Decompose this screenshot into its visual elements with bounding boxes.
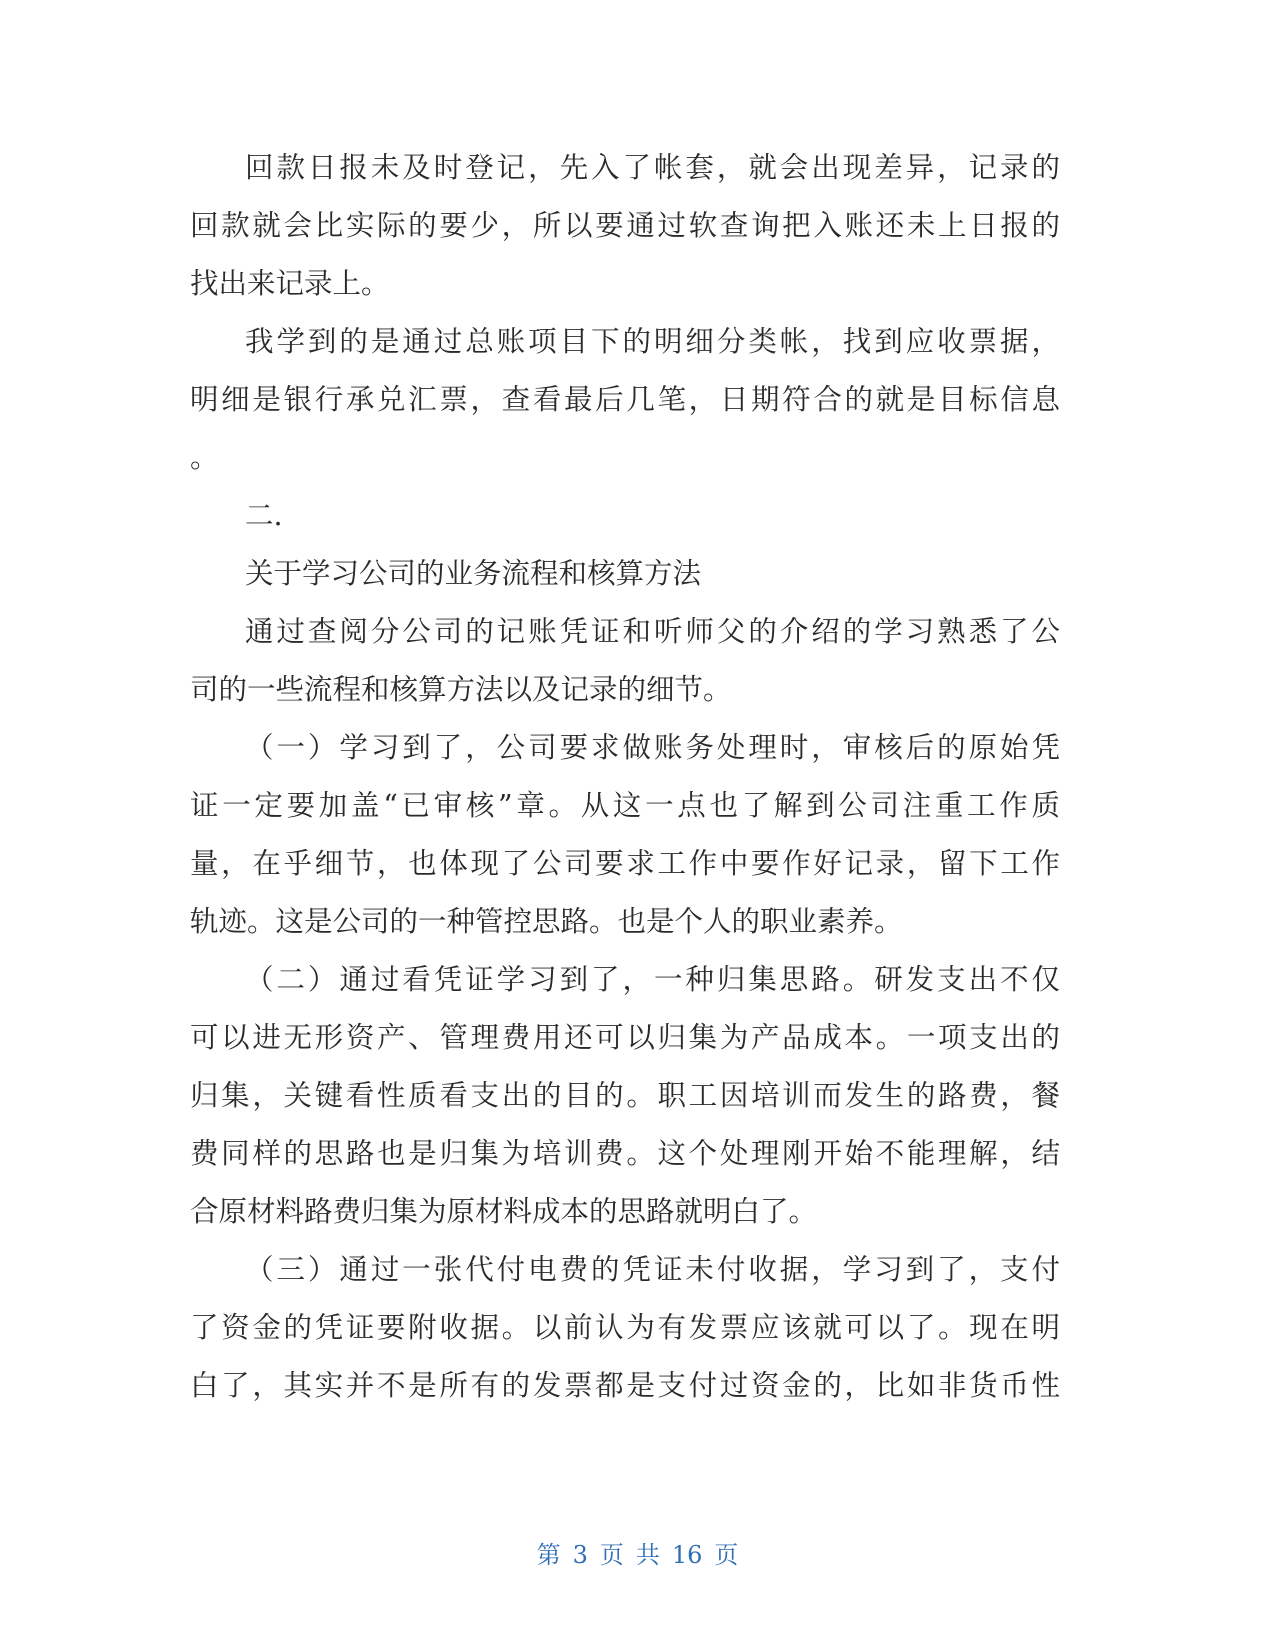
paragraph-line: （一）学习到了，公司要求做账务处理时，审核后的原始凭	[245, 731, 1060, 764]
paragraph-line: 证一定要加盖“已审核”章。从这一点也了解到公司注重工作质	[190, 789, 1060, 822]
page-footer	[0, 1535, 1275, 1570]
paragraph-line: 回款日报未及时登记，先入了帐套，就会出现差异，记录的	[245, 151, 1060, 184]
paragraph-line: 司的一些流程和核算方法以及记录的细节。	[190, 673, 732, 706]
section-title: 关于学习公司的业务流程和核算方法	[245, 557, 702, 590]
footer-suffix: 页	[714, 1541, 739, 1569]
paragraph-line: 白了，其实并不是所有的发票都是支付过资金的，比如非货币性	[190, 1369, 1060, 1402]
paragraph-line: （三）通过一张代付电费的凭证未付收据，学习到了，支付	[245, 1253, 1060, 1286]
total-pages-number: 16	[671, 1541, 703, 1569]
paragraph-line: 合原材料路费归集为原材料成本的思路就明白了。	[190, 1195, 818, 1228]
paragraph-line: 。	[190, 441, 219, 474]
paragraph-line: 归集，关键看性质看支出的目的。职工因培训而发生的路费，餐	[190, 1079, 1060, 1112]
paragraph-line: 了资金的凭证要附收据。以前认为有发票应该就可以了。现在明	[190, 1311, 1060, 1344]
paragraph-line: 我学到的是通过总账项目下的明细分类帐，找到应收票据，	[245, 325, 1060, 358]
footer-total-word: 共	[635, 1541, 660, 1569]
paragraph-line: 量，在乎细节，也体现了公司要求工作中要作好记录，留下工作	[190, 847, 1060, 880]
paragraph-line: 费同样的思路也是归集为培训费。这个处理刚开始不能理解，结	[190, 1137, 1060, 1170]
paragraph-line: 找出来记录上。	[190, 267, 390, 300]
current-page-number: 3	[572, 1541, 588, 1569]
paragraph-line: 通过查阅分公司的记账凭证和听师父的介绍的学习熟悉了公	[245, 615, 1060, 648]
footer-prefix: 第	[536, 1541, 561, 1569]
paragraph-line: 可以进无形资产、管理费用还可以归集为产品成本。一项支出的	[190, 1021, 1060, 1054]
paragraph-line: （二）通过看凭证学习到了，一种归集思路。研发支出不仅	[245, 963, 1060, 996]
section-number: 二.	[245, 499, 283, 532]
paragraph-line: 轨迹。这是公司的一种管控思路。也是个人的职业素养。	[190, 905, 903, 938]
paragraph-line: 回款就会比实际的要少，所以要通过软查询把入账还未上日报的	[190, 209, 1060, 242]
footer-page-word: 页	[599, 1541, 624, 1569]
paragraph-line: 明细是银行承兑汇票，查看最后几笔，日期符合的就是目标信息	[190, 383, 1060, 416]
